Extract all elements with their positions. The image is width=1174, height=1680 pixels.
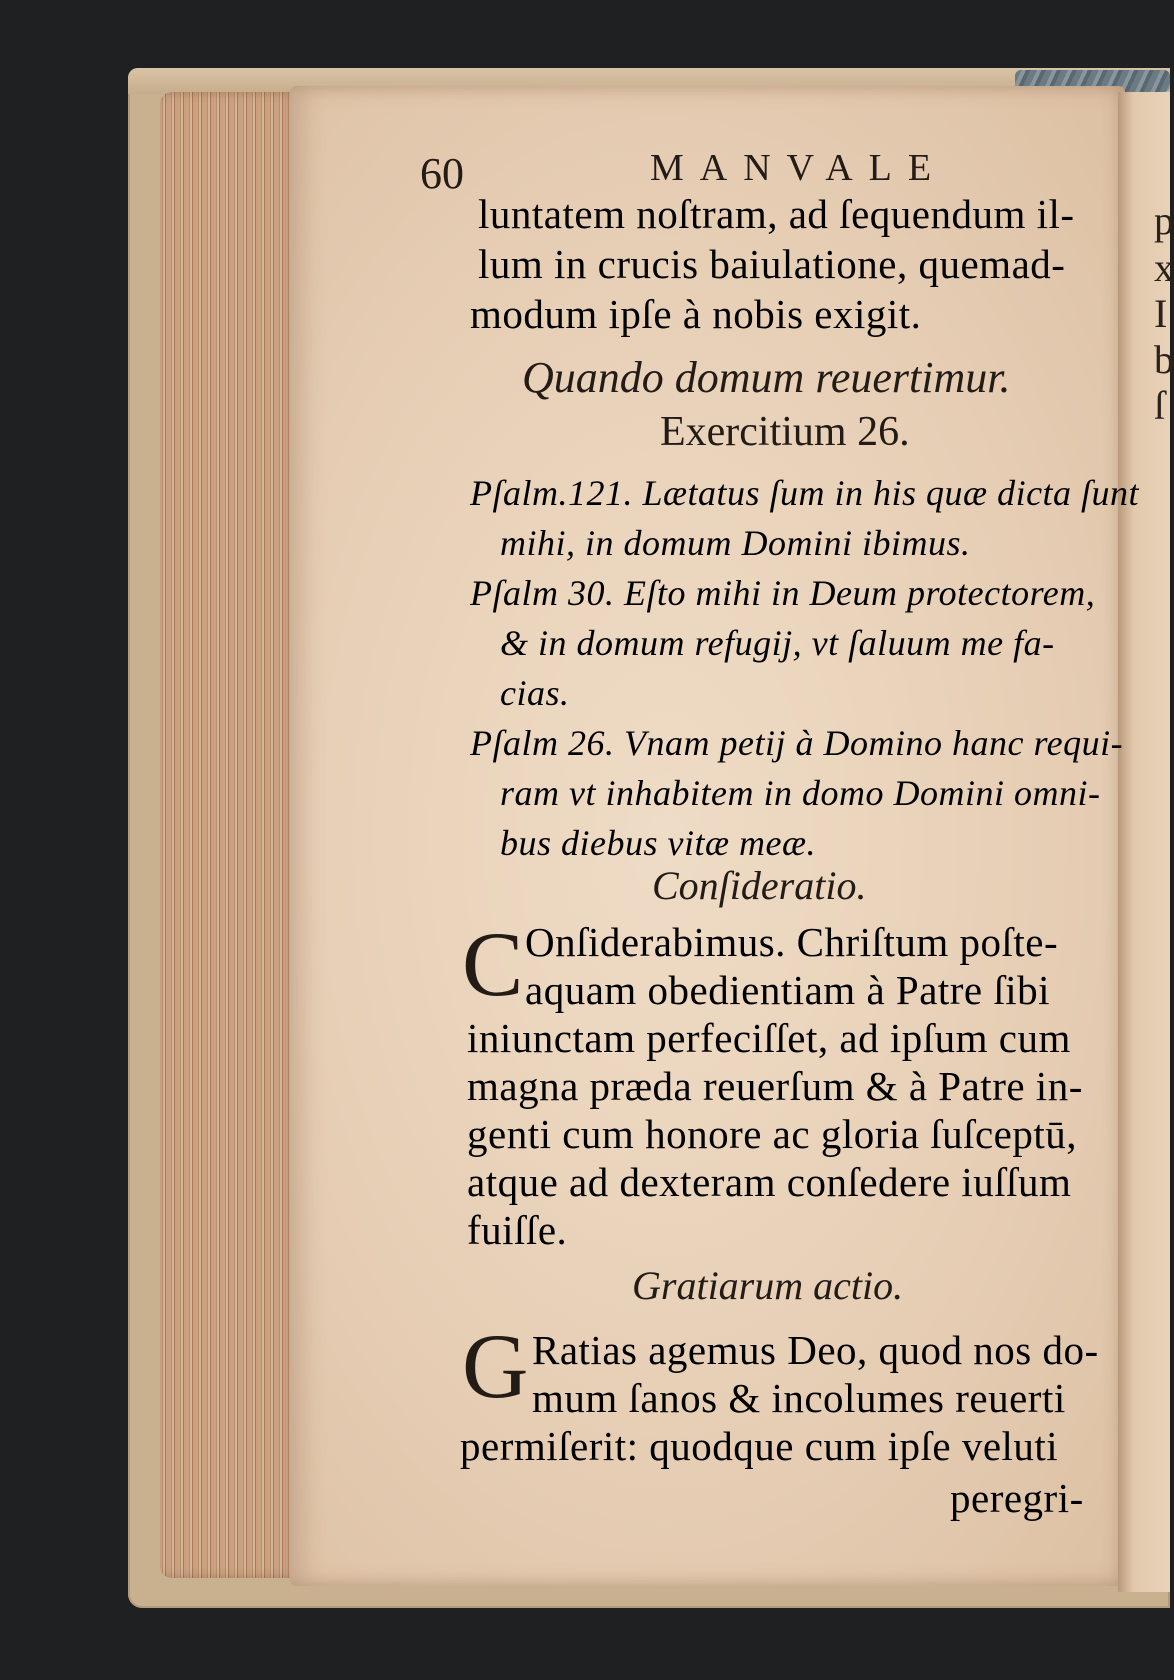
text-line: Onſiderabimus. Chriſtum poſte- — [525, 919, 1059, 965]
exercise-label: Exercitium 26. — [660, 409, 910, 455]
page-edges — [160, 92, 298, 1578]
psalm-line: ram vt inhabitem in domo Domini omni- — [500, 773, 1101, 813]
text-line: iniunctam perfeciſſet, ad ipſum cum — [467, 1015, 1071, 1061]
psalm-line: bus diebus vitæ meæ. — [500, 823, 816, 863]
psalm-line: Pſalm 26. Vnam petij à Domino hanc requi- — [470, 723, 1124, 763]
psalm-line: Pſalm.121. Lætatus ſum in his quæ dicta ſunt — [470, 473, 1140, 513]
psalm-line: cias. — [500, 673, 570, 713]
text-line: fuiſſe. — [467, 1207, 568, 1253]
facing-page-letter: I — [1154, 291, 1168, 336]
psalm-line: mihi, in domum Domini ibimus. — [500, 523, 971, 563]
text-line: genti cum honore ac gloria ſuſceptū, — [467, 1111, 1078, 1157]
text-line: magna præda reuerſum & à Patre in- — [467, 1063, 1083, 1109]
psalm-line: Pſalm 30. Eſto mihi in Deum protectorem, — [470, 573, 1096, 613]
facing-page-edge — [1118, 92, 1174, 1592]
text-line: mum ſanos & incolumes reuerti — [532, 1375, 1066, 1421]
text-line: atque ad dexteram conſedere iuſſum — [467, 1159, 1072, 1205]
text-line: lum in crucis baiulatione, quemad- — [478, 241, 1066, 287]
psalm-line: & in domum refugij, vt ſaluum me fa- — [500, 623, 1055, 663]
drop-cap: C — [462, 913, 524, 1015]
gratiarum-heading: Gratiarum actio. — [632, 1263, 904, 1308]
text-line: aquam obedientiam à Patre ſibi — [525, 967, 1051, 1013]
text-line: luntatem noſtram, ad ſequendum il- — [478, 191, 1075, 237]
text-line: modum ipſe à nobis exigit. — [470, 291, 922, 337]
facing-page-letter: p — [1154, 198, 1174, 243]
drop-cap: G — [462, 1315, 529, 1417]
running-title: MANVALE — [650, 147, 948, 189]
text-line: Ratias agemus Deo, quod nos do- — [532, 1327, 1099, 1373]
facing-page-letter: ſ — [1154, 383, 1166, 428]
consideratio-heading: Conſideratio. — [652, 863, 867, 908]
facing-page-letter: b — [1154, 337, 1174, 382]
section-title: Quando domum reuertimur. — [522, 353, 1011, 402]
facing-page-letter: x — [1154, 245, 1174, 290]
text-line: permiſerit: quodque cum ipſe veluti — [460, 1423, 1059, 1469]
catchword: peregri- — [950, 1475, 1084, 1521]
page-number: 60 — [420, 149, 464, 198]
